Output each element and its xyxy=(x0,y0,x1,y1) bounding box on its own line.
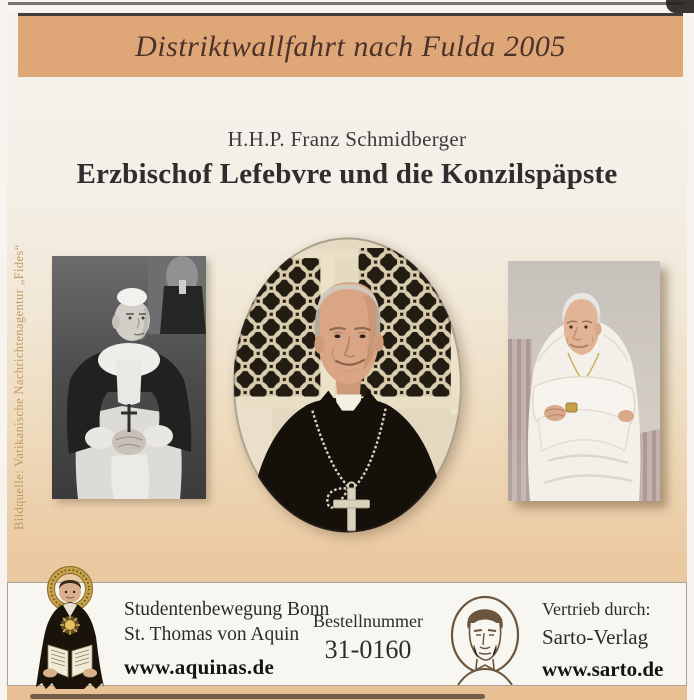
pope-paul-vi-illustration xyxy=(52,256,206,499)
order-number-block xyxy=(293,611,443,665)
archbishop-lefebvre-illustration xyxy=(232,236,463,534)
sarto-line2: Sarto-Verlag xyxy=(542,625,649,649)
pope-john-paul-ii-photo xyxy=(508,261,660,501)
page-title: Erzbischof Lefebvre und die Konzilspäpste xyxy=(76,158,618,190)
order-number-value: 31-0160 xyxy=(324,635,412,664)
scan-margin-left xyxy=(0,0,7,700)
banner-title: Distriktwallfahrt nach Fulda 2005 xyxy=(135,29,566,63)
photo-credit-text: Bildquelle: Vatikanische Nachrichtenagentur „Fides“ xyxy=(12,244,26,530)
pope-paul-vi-photo xyxy=(52,256,206,499)
scan-margin-right xyxy=(687,0,694,700)
banner xyxy=(18,13,683,77)
sarto-url: www.sarto.de xyxy=(542,657,664,681)
scan-edge-line xyxy=(8,2,684,5)
footer-bar xyxy=(7,582,687,686)
scan-corner-artifact xyxy=(666,0,694,13)
sarto-text-block xyxy=(542,599,663,682)
author-line: H.H.P. Franz Schmidberger xyxy=(227,127,467,151)
scan-bottom-artifact xyxy=(30,694,485,699)
pope-john-paul-ii-illustration xyxy=(508,261,660,501)
order-number-label: Bestellnummer xyxy=(313,611,423,631)
photo-credit xyxy=(12,230,30,530)
sarto-pius-x-icon xyxy=(446,593,524,685)
aquinas-line2: St. Thomas von Aquin xyxy=(124,624,300,645)
archbishop-lefebvre-portrait xyxy=(232,236,463,534)
sarto-line1: Vertrieb durch: xyxy=(542,599,651,619)
thomas-aquinas-icon xyxy=(32,565,108,691)
aquinas-line1: Studentenbewegung Bonn xyxy=(124,599,330,620)
aquinas-url: www.aquinas.de xyxy=(124,655,275,679)
